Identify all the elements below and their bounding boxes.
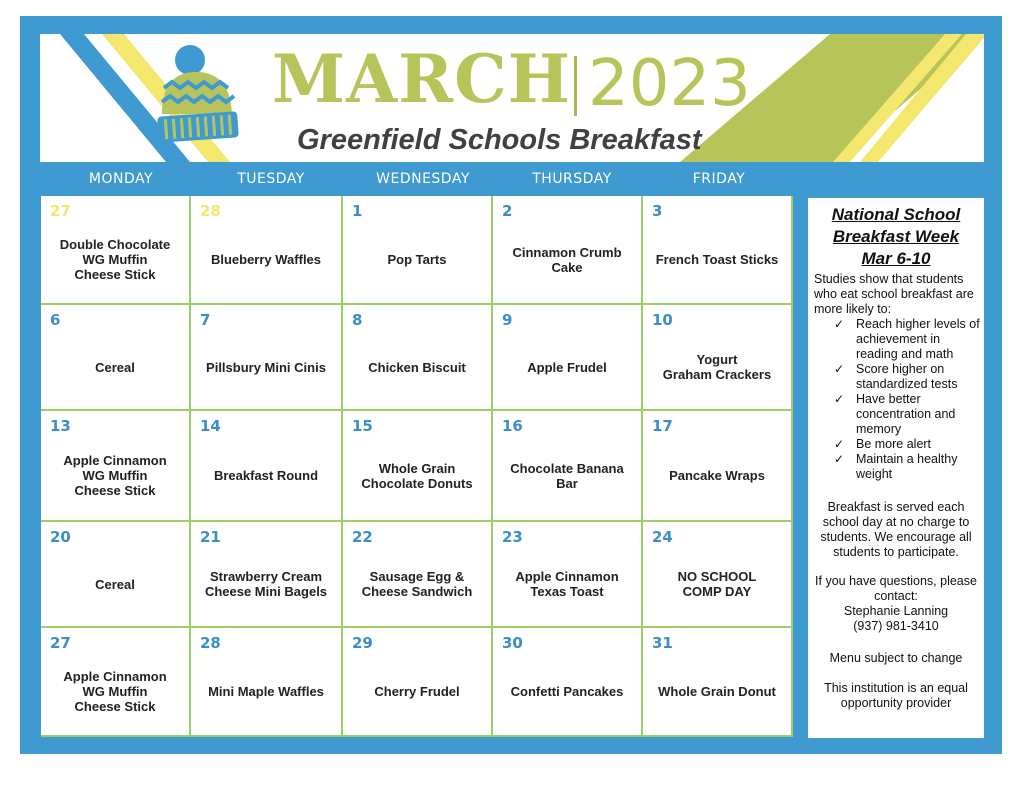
benefits-list	[808, 317, 984, 482]
day-number: 3	[652, 202, 663, 220]
benefit-item: ✓ Be more alert	[834, 437, 982, 452]
menu-line: Mini Maple Waffles	[208, 684, 324, 699]
menu-line: Breakfast Round	[213, 468, 319, 483]
menu-line: Double Chocolate	[59, 237, 171, 252]
weekday-header-wednesday: WEDNESDAY	[376, 171, 470, 187]
menu-line: Strawberry Cream	[210, 569, 322, 584]
day-cell	[191, 411, 343, 522]
day-number: 2	[502, 202, 513, 220]
day-number: 9	[502, 311, 513, 329]
menu-line: Cheese Stick	[74, 699, 156, 714]
menu-item	[497, 461, 637, 491]
menu-line: Cherry Frudel	[374, 684, 460, 699]
benefit-item: ✓ Have better concentration and memory	[834, 392, 982, 437]
change-note: Menu subject to change	[829, 651, 963, 665]
menu-line: Cheese Stick	[74, 267, 156, 282]
day-number: 20	[50, 528, 71, 546]
menu-line: NO SCHOOL	[677, 569, 757, 584]
menu-line: Graham Crackers	[662, 367, 772, 382]
menu-item	[45, 237, 185, 282]
menu-item	[497, 569, 637, 599]
day-number: 17	[652, 417, 673, 435]
menu-item	[347, 360, 487, 375]
day-cell	[343, 522, 493, 628]
menu-item	[647, 569, 787, 599]
menu-item	[195, 569, 337, 599]
day-cell	[343, 196, 493, 305]
menu-line: Cheese Mini Bagels	[204, 584, 328, 599]
menu-item	[45, 453, 185, 498]
day-number: 28	[200, 634, 221, 652]
day-cell	[41, 196, 191, 305]
day-number: 31	[652, 634, 673, 652]
day-cell	[191, 305, 343, 411]
menu-item	[195, 252, 337, 267]
weekday-header-tuesday: TUESDAY	[237, 171, 305, 187]
menu-item	[195, 468, 337, 483]
menu-line: WG Muffin	[82, 252, 148, 267]
menu-line: Cinnamon Crumb	[512, 245, 622, 260]
day-number: 8	[352, 311, 363, 329]
menu-line: Texas Toast	[530, 584, 604, 599]
day-number: 13	[50, 417, 71, 435]
page-subtitle: Greenfield Schools Breakfast	[297, 124, 702, 156]
day-cell	[493, 196, 643, 305]
menu-line: Chocolate Banana	[510, 461, 624, 476]
day-cell	[343, 305, 493, 411]
day-cell	[343, 411, 493, 522]
menu-item	[647, 352, 787, 382]
sidebar-panel	[808, 198, 984, 738]
menu-item	[347, 461, 487, 491]
menu-item	[497, 360, 637, 375]
day-cell	[191, 522, 343, 628]
sidebar-heading-line: National School	[831, 205, 961, 224]
menu-item	[195, 684, 337, 699]
equal-opportunity-note: This institution is an equal opportunity provider	[824, 681, 968, 710]
day-number: 1	[352, 202, 363, 220]
menu-item	[497, 245, 637, 275]
menu-line: Cake	[551, 260, 583, 275]
sidebar-heading	[808, 198, 984, 270]
menu-line: Chocolate Donuts	[361, 476, 473, 491]
weekday-header-thursday: THURSDAY	[532, 171, 612, 187]
day-cell	[493, 411, 643, 522]
menu-item	[347, 252, 487, 267]
day-cell	[41, 628, 191, 737]
menu-line: Cheese Sandwich	[361, 584, 473, 599]
day-number: 15	[352, 417, 373, 435]
served-note: Breakfast is served each school day at no charge to students. We encourage all students to participate.	[820, 500, 972, 559]
day-number: 6	[50, 311, 61, 329]
menu-line: Cereal	[95, 577, 135, 592]
day-number: 29	[352, 634, 373, 652]
menu-item	[45, 360, 185, 375]
day-number: 7	[200, 311, 211, 329]
menu-item	[647, 684, 787, 699]
menu-line: Apple Cinnamon	[63, 669, 167, 684]
day-number: 14	[200, 417, 221, 435]
knit-hat-icon	[156, 44, 248, 152]
menu-line: Yogurt	[696, 352, 738, 367]
day-number: 21	[200, 528, 221, 546]
day-cell	[643, 522, 793, 628]
menu-line: French Toast Sticks	[655, 252, 779, 267]
menu-line: WG Muffin	[82, 468, 148, 483]
day-cell	[191, 628, 343, 737]
menu-line: Apple Cinnamon	[63, 453, 167, 468]
day-cell	[493, 522, 643, 628]
contact-name: Stephanie Lanning	[843, 604, 949, 618]
day-cell	[41, 305, 191, 411]
weekday-header-monday: MONDAY	[88, 171, 154, 187]
day-number: 27	[50, 634, 71, 652]
menu-item	[497, 684, 637, 699]
menu-line: Chicken Biscuit	[368, 360, 466, 375]
day-number: 30	[502, 634, 523, 652]
day-cell	[41, 411, 191, 522]
day-cell	[643, 411, 793, 522]
day-number: 23	[502, 528, 523, 546]
sidebar-heading-line: Breakfast Week	[832, 227, 960, 246]
menu-line: Apple Frudel	[527, 360, 607, 375]
day-cell	[41, 522, 191, 628]
menu-line: Pancake Wraps	[669, 468, 765, 483]
day-cell	[343, 628, 493, 737]
menu-line: Cheese Stick	[74, 483, 156, 498]
menu-line: Pop Tarts	[387, 252, 447, 267]
menu-item	[45, 669, 185, 714]
benefit-item: ✓ Score higher on standardized tests	[834, 362, 982, 392]
menu-line: Whole Grain	[378, 461, 456, 476]
menu-item	[45, 577, 185, 592]
day-number: 16	[502, 417, 523, 435]
benefit-item: ✓ Reach higher levels of achievement in reading and math	[834, 317, 982, 362]
contact-phone: (937) 981-3410	[853, 619, 939, 633]
menu-line: Cereal	[95, 360, 135, 375]
day-cell	[643, 305, 793, 411]
menu-line: COMP DAY	[682, 584, 752, 599]
menu-line: WG Muffin	[82, 684, 148, 699]
menu-line: Sausage Egg &	[369, 569, 465, 584]
menu-item	[195, 360, 337, 375]
day-cell	[643, 196, 793, 305]
menu-item	[647, 252, 787, 267]
day-cell	[493, 305, 643, 411]
benefit-item: ✓ Maintain a healthy weight	[834, 452, 982, 482]
calendar-grid	[41, 196, 793, 737]
menu-item	[647, 468, 787, 483]
day-number: 10	[652, 311, 673, 329]
questions-note: If you have questions, please contact:	[815, 574, 977, 603]
menu-line: Blueberry Waffles	[210, 252, 322, 267]
title-banner	[40, 34, 984, 162]
day-number: 28	[200, 202, 221, 220]
title-divider	[574, 56, 577, 116]
menu-line: Apple Cinnamon	[515, 569, 619, 584]
menu-line: Confetti Pancakes	[510, 684, 624, 699]
day-number: 24	[652, 528, 673, 546]
menu-item	[347, 569, 487, 599]
menu-line: Whole Grain Donut	[658, 684, 776, 699]
year-title: 2023	[588, 47, 751, 121]
day-cell	[493, 628, 643, 737]
sidebar-heading-line: Mar 6-10	[861, 249, 931, 268]
sidebar-intro: Studies show that students who eat school breakfast are more likely to:	[814, 272, 974, 316]
day-cell	[643, 628, 793, 737]
menu-item	[347, 684, 487, 699]
menu-line: Pillsbury Mini Cinis	[206, 360, 326, 375]
month-title: MARCH	[272, 40, 572, 118]
day-cell	[191, 196, 343, 305]
menu-line: Bar	[556, 476, 578, 491]
weekday-header-friday: FRIDAY	[692, 171, 746, 187]
day-number: 27	[50, 202, 71, 220]
day-number: 22	[352, 528, 373, 546]
